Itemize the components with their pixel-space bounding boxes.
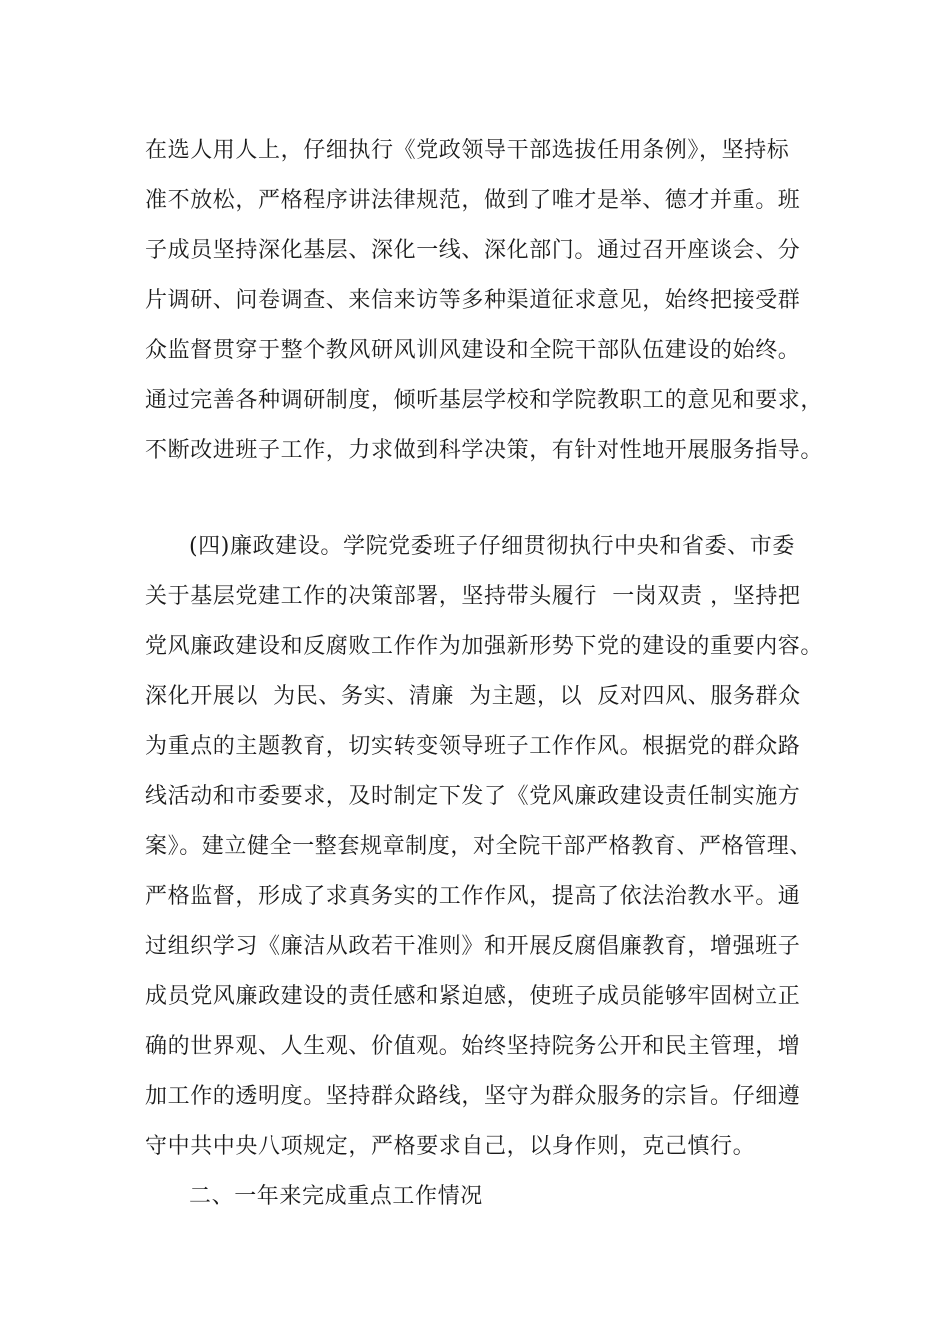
paragraph-line: 通过完善各种调研制度，倾听基层学校和学院教职工的意见和要求， xyxy=(145,388,824,413)
paragraph-line: 关于基层党建工作的决策部署，坚持带头履行 一岗双责 ，坚持把 xyxy=(145,584,801,609)
paragraph-line: (四)廉政建设。学院党委班子仔细贯彻执行中央和省委、市委 xyxy=(189,534,795,559)
paragraph-line: 成员党风廉政建设的责任感和紧迫感，使班子成员能够牢固树立正 xyxy=(145,984,801,1009)
paragraph-line: 线活动和市委要求，及时制定下发了《党风廉政建设责任制实施方 xyxy=(145,784,801,809)
paragraph-line: 严格监督，形成了求真务实的工作作风，提高了依法治教水平。通 xyxy=(145,884,801,909)
paragraph-line: 众监督贯穿于整个教风研风训风建设和全院干部队伍建设的始终。 xyxy=(145,338,801,363)
paragraph-line: 准不放松，严格程序讲法律规范，做到了唯才是举、德才并重。班 xyxy=(145,188,801,213)
section-heading: 二、一年来完成重点工作情况 xyxy=(189,1184,483,1209)
paragraph-line: 过组织学习《廉洁从政若干准则》和开展反腐倡廉教育，增强班子 xyxy=(145,934,801,959)
paragraph-line: 加工作的透明度。坚持群众路线，坚守为群众服务的宗旨。仔细遵 xyxy=(145,1084,801,1109)
paragraph-line: 为重点的主题教育，切实转变领导班子工作作风。根据党的群众路 xyxy=(145,734,801,759)
paragraph-line: 案》。建立健全一整套规章制度，对全院干部严格教育、严格管理、 xyxy=(145,834,813,859)
paragraph-line: 不断改进班子工作，力求做到科学决策，有针对性地开展服务指导。 xyxy=(145,438,824,463)
paragraph-line: 确的世界观、人生观、价值观。始终坚持院务公开和民主管理，增 xyxy=(145,1034,801,1059)
paragraph-line: 守中共中央八项规定，严格要求自己，以身作则，克己慎行。 xyxy=(145,1134,756,1159)
paragraph-line: 片调研、问卷调查、来信来访等多种渠道征求意见，始终把接受群 xyxy=(145,288,801,313)
paragraph-line: 党风廉政建设和反腐败工作作为加强新形势下党的建设的重要内容。 xyxy=(145,634,824,659)
paragraph-line: 在选人用人上，仔细执行《党政领导干部选拔任用条例》，坚持标 xyxy=(145,138,790,163)
paragraph-line: 子成员坚持深化基层、深化一线、深化部门。通过召开座谈会、分 xyxy=(145,238,801,263)
paragraph-line: 深化开展以 为民、务实、清廉 为主题，以 反对四风、服务群众 xyxy=(145,684,801,709)
